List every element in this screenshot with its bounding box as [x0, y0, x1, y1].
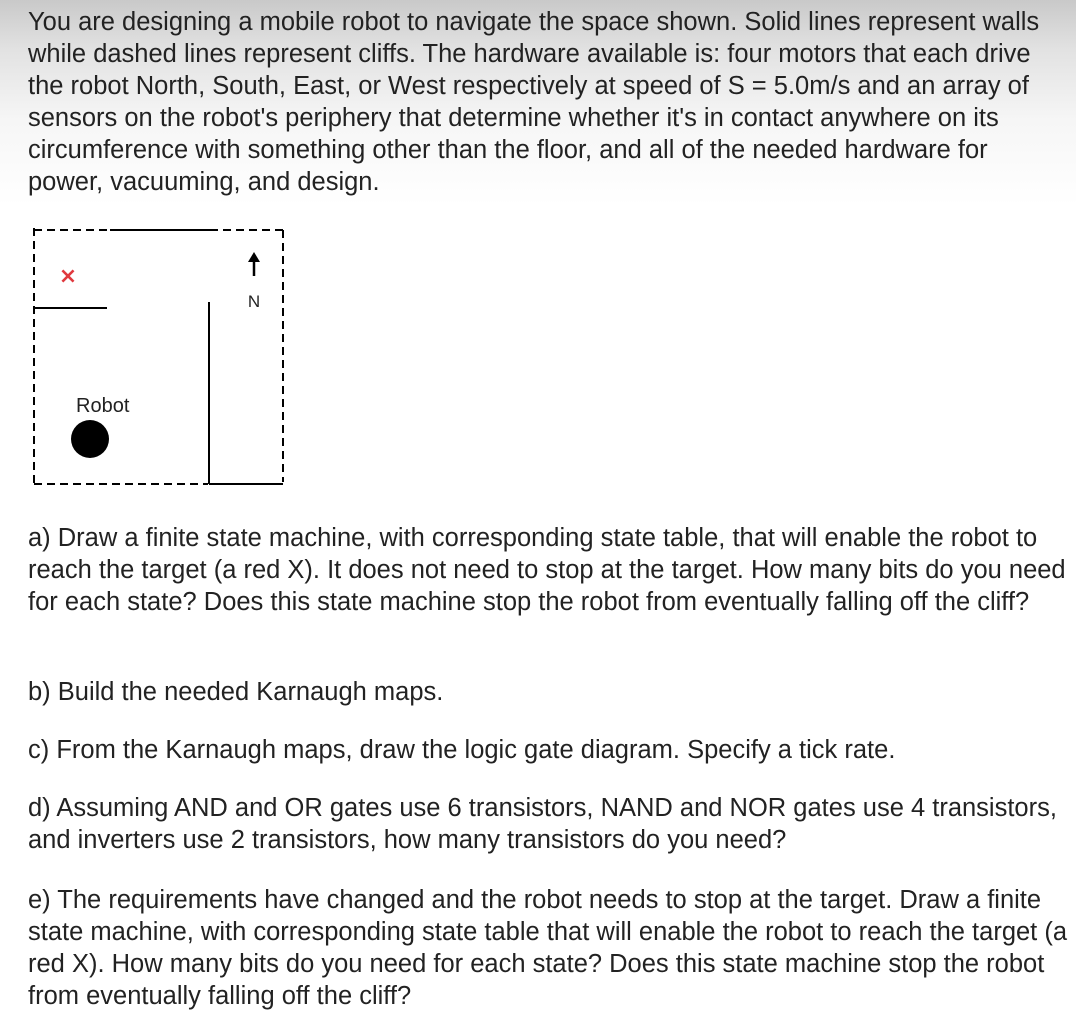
north-arrow-icon — [248, 252, 260, 276]
question-e: e) The requirements have changed and the robot needs to stop at the target. Draw a finite state machine, with corresponding state table that will enable the robot to reach the target (a red X). How many bits do you need for each state? Does this state machine stop the robot from eventually falling off the cliff? — [28, 886, 1068, 1010]
question-b: b) Build the needed Karnaugh maps. — [28, 678, 444, 706]
robot-label: Robot — [76, 395, 130, 417]
robot-dot — [71, 420, 109, 458]
question-d: d) Assuming AND and OR gates use 6 transistors, NAND and NOR gates use 4 transistors, and inverters use 2 transistors, how many transistors do you need? — [28, 794, 1057, 854]
target-x-icon: × — [58, 264, 78, 289]
intro-paragraph: You are designing a mobile robot to navigate the space shown. Solid lines represent walls while dashed lines represent cliffs. The hardware available is: four motors that each drive the robot North, South, East, or West respectively at speed of S = 5.0m/s and an array of sensors on the robot's periphery that determine whether it's in contact anywhere on its circumference with something other than the floor, and all of the needed hardware for power, vacuuming, and design. — [28, 8, 1040, 196]
question-a: a) Draw a finite state machine, with corresponding state table, that will enable the robot to reach the target (a red X). It does not need to stop at the target. How many bits do you need for each state? Does this state machine stop the robot from eventually falling off the cliff? — [28, 524, 1066, 616]
compass-label: N — [247, 292, 261, 311]
map-diagram — [25, 218, 295, 493]
map-svg — [25, 218, 295, 493]
question-c: c) From the Karnaugh maps, draw the logic gate diagram. Specify a tick rate. — [28, 736, 896, 764]
intro-section — [0, 0, 1076, 205]
